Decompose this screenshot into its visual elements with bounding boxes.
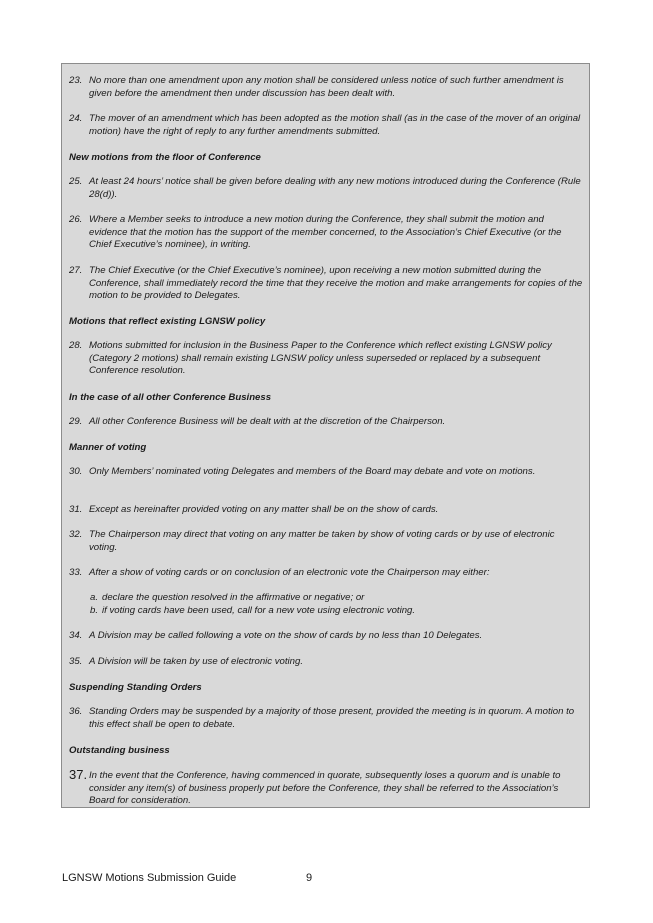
item-text: All other Conference Business will be dealt with at the discretion of the Chairperson.	[89, 416, 446, 427]
item-text: Standing Orders may be suspended by a majority of those present, provided the meeting is in quorum. A motion to this effect shall be open to debate.	[89, 706, 575, 730]
item-number: 25.	[69, 176, 83, 187]
item-number: 23.	[69, 75, 83, 86]
rules-panel	[61, 63, 590, 808]
page-number: 9	[306, 872, 313, 884]
item-text: No more than one amendment upon any motion shall be considered unless notice of such further amendment is given before the amendment then under discussion has been dealt with.	[89, 75, 564, 99]
section-heading: Outstanding business	[69, 745, 170, 756]
item-number: 24.	[69, 113, 83, 124]
section-heading: In the case of all other Conference Business	[69, 392, 272, 403]
sub-item-text: declare the question resolved in the affirmative or negative; or	[102, 592, 365, 603]
section-heading: Suspending Standing Orders	[69, 682, 202, 693]
item-number: 37.	[69, 767, 88, 782]
item-number: 26.	[69, 214, 83, 225]
item-text: In the event that the Conference, having commenced in quorate, subsequently loses a quorum and is unable to consider any item(s) of business properly put before the Conference, they shall be referred to the Association’s Board for consideration.	[89, 770, 561, 806]
item-number: 33.	[69, 567, 83, 578]
item-number: 36.	[69, 706, 83, 717]
item-number: 31.	[69, 504, 83, 515]
sub-item-label: a.	[90, 592, 99, 603]
item-text: The mover of an amendment which has been adopted as the motion shall (as in the case of the mover of an original motion) have the right of reply to any further amendments submitted.	[89, 113, 581, 137]
item-text: At least 24 hours’ notice shall be given before dealing with any new motions introduced during the Conference (Rule 28(d)).	[89, 176, 581, 200]
item-text: A Division may be called following a vote on the show of cards by no less than 10 Delegates.	[89, 630, 483, 641]
item-number: 27.	[69, 265, 83, 276]
section-heading: New motions from the floor of Conference	[69, 152, 261, 163]
item-number: 35.	[69, 656, 83, 667]
item-number: 29.	[69, 416, 83, 427]
sub-item-label: b.	[90, 605, 99, 616]
sub-item	[62, 605, 582, 618]
item-text: Only Members’ nominated voting Delegates and members of the Board may debate and vote on motions.	[89, 466, 536, 477]
item-number: 28.	[69, 340, 83, 351]
footer-guide-title: LGNSW Motions Submission Guide	[62, 872, 237, 884]
section-heading: Motions that reflect existing LGNSW policy	[69, 316, 266, 327]
section-heading: Manner of voting	[69, 442, 147, 453]
item-number: 30.	[69, 466, 83, 477]
item-number: 34.	[69, 630, 83, 641]
item-text: The Chief Executive (or the Chief Executive’s nominee), upon receiving a new motion submitted during the Conference, shall immediately record the time that they receive the motion and make arrangements for copies of the motion to be provided to Delegates.	[89, 265, 583, 301]
item-text: Where a Member seeks to introduce a new motion during the Conference, they shall submit the motion and evidence that the motion has the support of the member concerned, to the Association’s Chief Executive (or the Chief Executive’s nominee), in writing.	[89, 214, 562, 250]
sub-item-text: if voting cards have been used, call for a new vote using electronic voting.	[102, 605, 416, 616]
item-text: After a show of voting cards or on conclusion of an electronic vote the Chairperson may either:	[89, 567, 490, 578]
item-text: Except as hereinafter provided voting on any matter shall be on the show of cards.	[89, 504, 439, 515]
item-text: The Chairperson may direct that voting on any matter be taken by show of voting cards or by use of electronic voting.	[89, 529, 555, 553]
item-text: Motions submitted for inclusion in the Business Paper to the Conference which reflect existing LGNSW policy (Category 2 motions) shall remain existing LGNSW policy unless superseded or replaced by a subsequent Conference resolution.	[89, 340, 552, 376]
sub-item	[62, 592, 582, 605]
item-number: 32.	[69, 529, 83, 540]
item-text: A Division will be taken by use of electronic voting.	[89, 656, 304, 667]
